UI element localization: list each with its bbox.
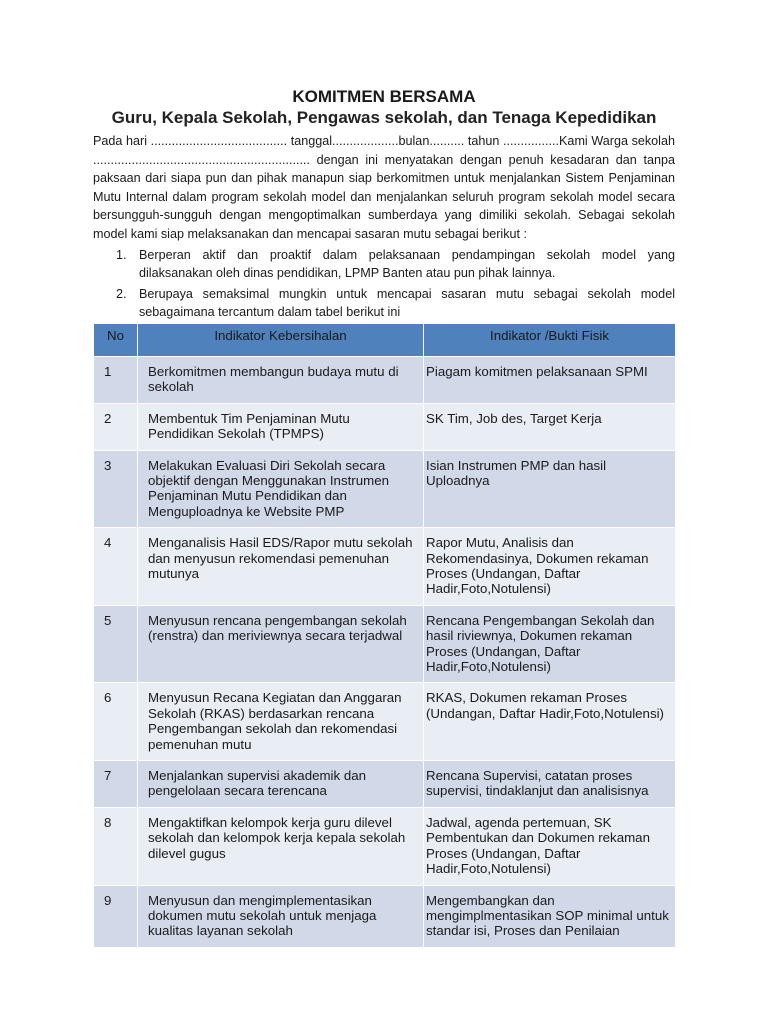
document-title: KOMITMEN BERSAMA	[292, 87, 476, 106]
row-evidence: SK Tim, Job des, Target Kerja	[424, 403, 676, 450]
table-row	[94, 761, 676, 808]
row-evidence: Rencana Pengembangan Sekolah dan hasil riviewnya, Dokumen rekaman Proses (Undangan, Daftar Hadir,Foto,Notulensi)	[424, 605, 676, 683]
row-indicator: Berkomitmen membangun budaya mutu di sekolah	[138, 356, 424, 403]
table-row	[94, 683, 676, 761]
row-number: 2	[94, 403, 138, 450]
row-indicator: Melakukan Evaluasi Diri Sekolah secara objektif dengan Menggunakan Instrumen Penjaminan Mutu Pendidikan dan Menguploadnya ke Website PMP	[138, 450, 424, 528]
table-header-row	[94, 323, 676, 356]
row-number: 6	[94, 683, 138, 761]
row-evidence: Isian Instrumen PMP dan hasil Uploadnya	[424, 450, 676, 528]
table-row	[94, 528, 676, 606]
row-number: 5	[94, 605, 138, 683]
row-number: 8	[94, 807, 138, 885]
row-indicator: Menjalankan supervisi akademik dan pengelolaan secara terencana	[138, 761, 424, 808]
row-evidence: Rencana Supervisi, catatan proses supervisi, tindaklanjut dan analisisnya	[424, 761, 676, 808]
row-number: 7	[94, 761, 138, 808]
row-evidence: Piagam komitmen pelaksanaan SPMI	[424, 356, 676, 403]
row-number: 9	[94, 885, 138, 947]
intro-paragraph: Pada hari ....................................... tanggal...................bulan.......... tahun ................Kami Warga sekolah .............................................................. dengan ini menyatakan dengan penuh kesadaran dan tanpa paksaan dari siapa pun dan pihak manapun siap berkomitmen untuk menjalankan Sistem Penjaminan Mutu Internal dalam program sekolah model dan menjalankan seluruh program sekolah model secara bersungguh-sungguh dengan mengoptimalkan sumberdaya yang dimiliki sekolah. Sebagai sekolah model kami siap melaksanakan dan mencapai sasaran mutu sebagai berikut :	[93, 134, 675, 241]
list-item	[93, 246, 675, 283]
table-row	[94, 605, 676, 683]
table-row	[94, 807, 676, 885]
commitment-list	[93, 246, 675, 322]
header-bukti: Indikator /Bukti Fisik	[424, 323, 676, 356]
row-indicator: Mengaktifkan kelompok kerja guru dilevel sekolah dan kelompok kerja kepala sekolah dilevel gugus	[138, 807, 424, 885]
row-number: 3	[94, 450, 138, 528]
row-evidence: Rapor Mutu, Analisis dan Rekomendasinya, Dokumen rekaman Proses (Undangan, Daftar Hadir,Foto,Notulensi)	[424, 528, 676, 606]
row-indicator: Menyusun Recana Kegiatan dan Anggaran Sekolah (RKAS) berdasarkan rencana Pengembangan sekolah dan rekomendasi pemenuhan mutu	[138, 683, 424, 761]
indicator-table	[93, 323, 676, 948]
row-evidence: RKAS, Dokumen rekaman Proses (Undangan, Daftar Hadir,Foto,Notulensi)	[424, 683, 676, 761]
header-no: No	[94, 323, 138, 356]
list-item	[93, 285, 675, 322]
list-number: 2.	[116, 286, 127, 301]
list-text: Berupaya semaksimal mungkin untuk mencapai sasaran mutu sebagai sekolah model sebagaimana tercantum dalam tabel berikut ini	[139, 286, 675, 320]
row-indicator: Membentuk Tim Penjaminan Mutu Pendidikan Sekolah (TPMPS)	[138, 403, 424, 450]
row-number: 1	[94, 356, 138, 403]
row-number: 4	[94, 528, 138, 606]
list-text: Berperan aktif dan proaktif dalam pelaksanaan pendampingan sekolah model yang dilaksanakan oleh dinas pendidikan, LPMP Banten atau pun pihak lainnya.	[139, 247, 675, 281]
table-row	[94, 403, 676, 450]
table-row	[94, 450, 676, 528]
row-indicator: Menganalisis Hasil EDS/Rapor mutu sekolah dan menyusun rekomendasi pemenuhan mutunya	[138, 528, 424, 606]
row-indicator: Menyusun dan mengimplementasikan dokumen mutu sekolah untuk menjaga kualitas layanan sekolah	[138, 885, 424, 947]
table-row	[94, 356, 676, 403]
document-subtitle: Guru, Kepala Sekolah, Pengawas sekolah, dan Tenaga Kepedidikan	[111, 108, 657, 127]
header-indikator: Indikator Kebersihalan	[138, 323, 424, 356]
table-row	[94, 885, 676, 947]
document-page	[93, 86, 675, 948]
table-body	[94, 356, 676, 947]
row-evidence: Mengembangkan dan mengimplmentasikan SOP minimal untuk standar isi, Proses dan Penilaian	[424, 885, 676, 947]
row-indicator: Menyusun rencana pengembangan sekolah (renstra) dan meriviewnya secara terjadwal	[138, 605, 424, 683]
list-number: 1.	[116, 247, 127, 262]
row-evidence: Jadwal, agenda pertemuan, SK Pembentukan dan Dokumen rekaman Proses (Undangan, Daftar Hadir,Foto,Notulensi)	[424, 807, 676, 885]
